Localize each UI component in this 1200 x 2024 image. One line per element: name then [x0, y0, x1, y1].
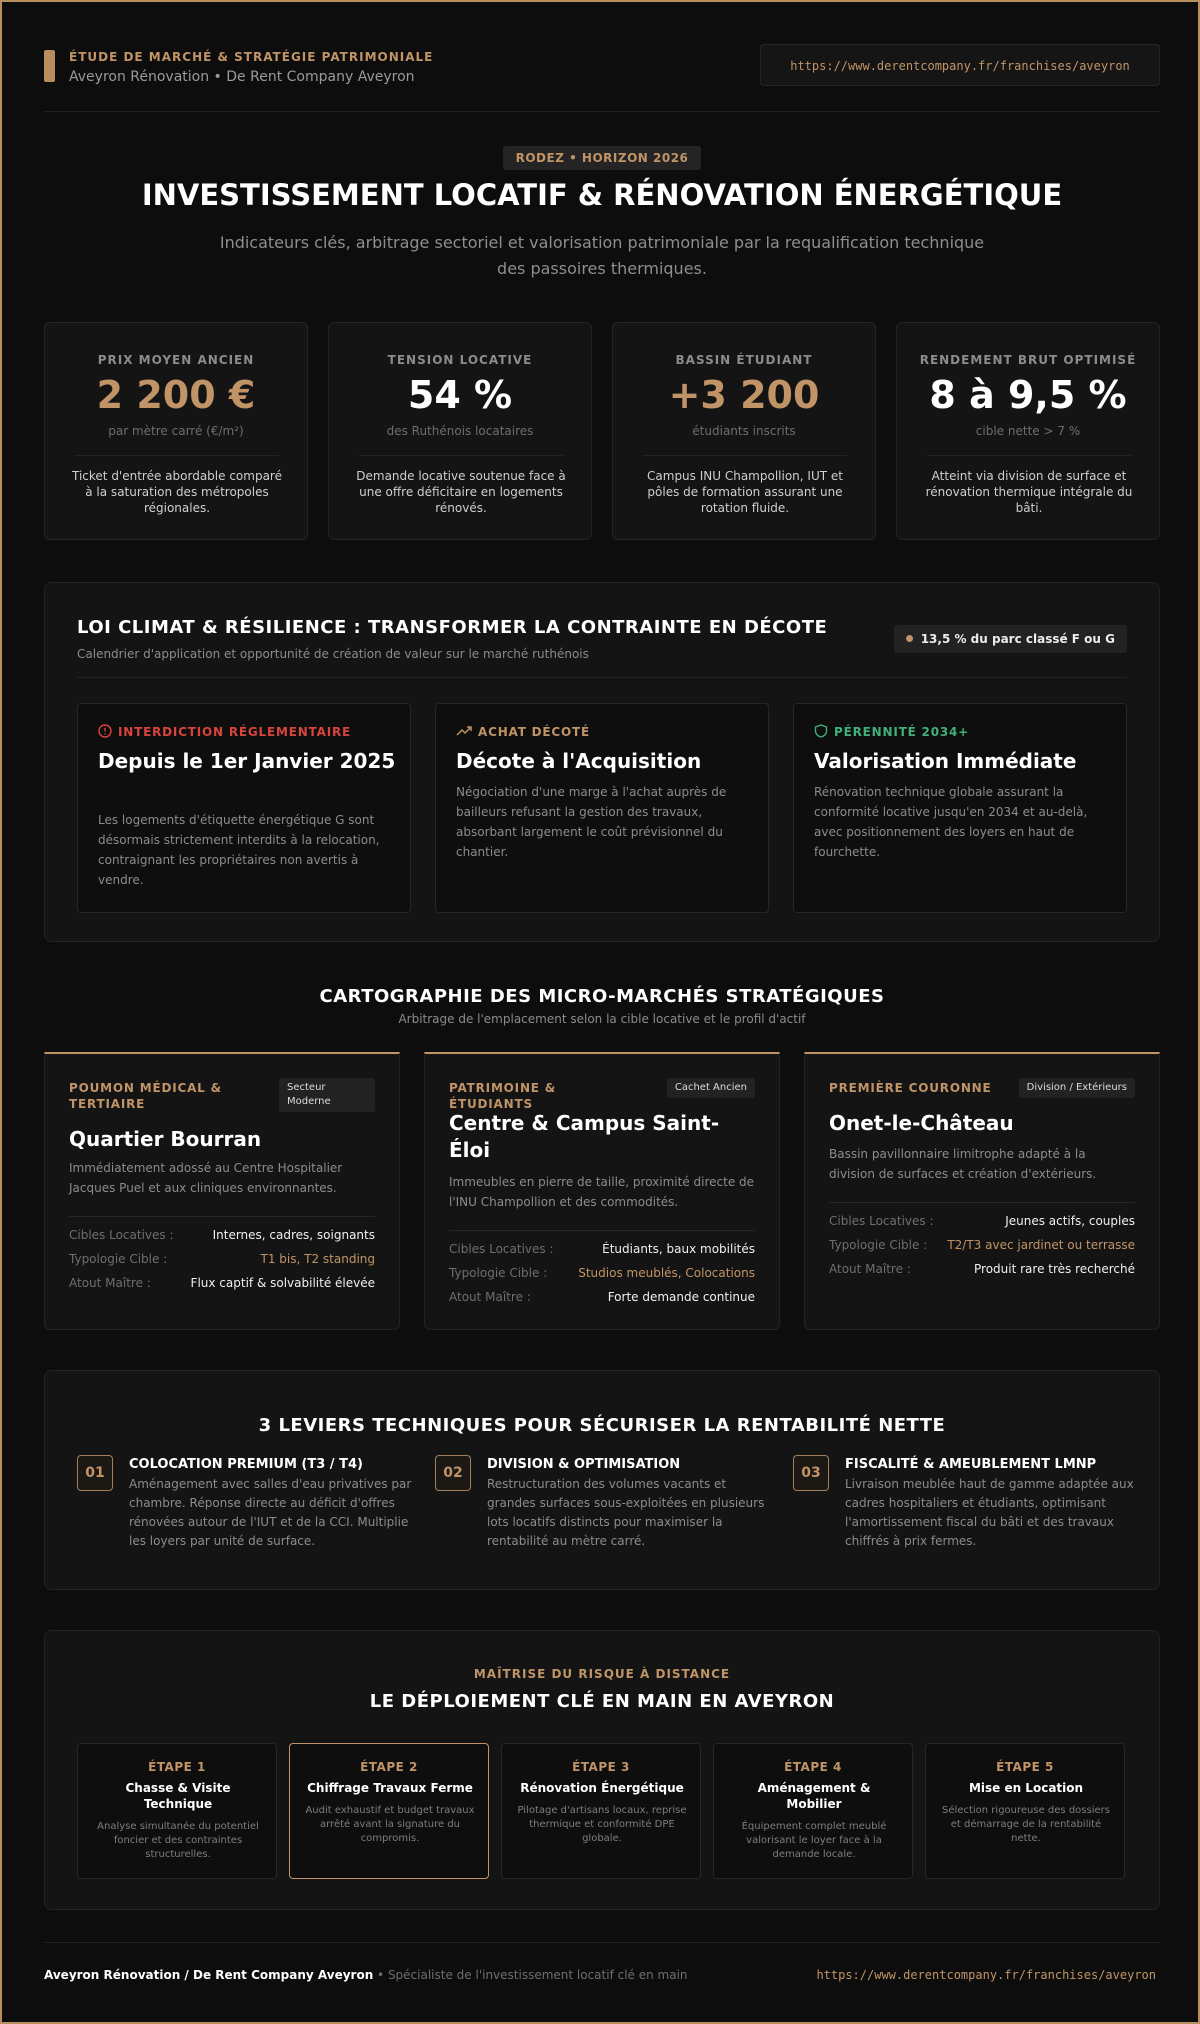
footer-url-link[interactable]: https://www.derentcompany.fr/franchises/aveyron	[816, 1968, 1156, 1982]
kpi-card-prix	[44, 322, 308, 540]
step-number: ÉTAPE 5	[996, 1760, 1054, 1774]
divider	[829, 1202, 1135, 1203]
kpi-unit: cible nette > 7 %	[975, 424, 1081, 438]
step-card-5	[925, 1743, 1125, 1879]
loi-climat-section	[44, 582, 1160, 942]
loi-card-achat	[435, 703, 769, 913]
section-title: LE DÉPLOIEMENT CLÉ EN MAIN EN AVEYRON	[369, 1691, 835, 1712]
kpi-description: Demande locative soutenue face à une offre déficitaire en logements rénovés.	[356, 469, 566, 515]
step-description: Équipement complet meublé valorisant le loyer face à la demande locale.	[741, 1821, 887, 1860]
section-title: 3 LEVIERS TECHNIQUES POUR SÉCURISER LA RENTABILITÉ NETTE	[258, 1415, 946, 1436]
step-description: Pilotage d'artisans locaux, reprise thermique et conformité DPE globale.	[517, 1805, 687, 1844]
card-kicker: POUMON MÉDICAL & TERTIAIRE	[69, 1081, 222, 1111]
section-title: CARTOGRAPHIE DES MICRO-MARCHÉS STRATÉGIQUES	[319, 986, 885, 1007]
lever-number: 02	[435, 1455, 471, 1491]
deploiement-section	[44, 1630, 1160, 1910]
step-title: Chasse & Visite Technique	[125, 1781, 231, 1811]
badge-label: 13,5 % du parc classé F ou G	[920, 632, 1115, 646]
row-value: Internes, cadres, soignants	[212, 1228, 375, 1242]
lever-title: FISCALITÉ & AMEUBLEMENT LMNP	[845, 1457, 1097, 1472]
row-label: Cibles Locatives :	[829, 1214, 934, 1228]
kpi-label: TENSION LOCATIVE	[387, 353, 533, 367]
detail-row	[829, 1238, 1135, 1258]
sector-chip: Cachet Ancien	[667, 1078, 755, 1098]
loi-card-perennite	[793, 703, 1127, 913]
page-header	[44, 44, 1160, 112]
card-description: Bassin pavillonnaire limitrophe adapté à la division de surfaces et création d'extérieurs.	[829, 1147, 1097, 1181]
divider	[77, 677, 1127, 678]
lever-item	[435, 1455, 775, 1575]
footer-brand	[44, 1968, 688, 1982]
kpi-divider	[927, 455, 1131, 456]
kpi-unit: par mètre carré (€/m²)	[108, 424, 244, 438]
detail-row	[449, 1266, 755, 1286]
detail-row	[69, 1276, 375, 1296]
card-description: Immeubles en pierre de taille, proximité directe de l'INU Champollion et des commodités.	[449, 1175, 755, 1209]
status-badge	[894, 625, 1127, 653]
card-description: Rénovation technique globale assurant la conformité locative jusqu'en 2034 et au-delà, avec positionnement des loyers en haut de fourchette.	[814, 785, 1088, 859]
row-value: T2/T3 avec jardinet ou terrasse	[947, 1238, 1135, 1252]
card-kicker-label: INTERDICTION RÉGLEMENTAIRE	[118, 725, 351, 739]
card-title: Décote à l'Acquisition	[456, 749, 702, 773]
card-description: Les logements d'étiquette énergétique G sont désormais strictement interdits à la relocation, contraignant les propriétaires non avertis à vendre.	[98, 813, 380, 887]
page-title: INVESTISSEMENT LOCATIF & RÉNOVATION ÉNERGÉTIQUE	[141, 178, 1063, 212]
row-label: Atout Maître :	[449, 1290, 531, 1304]
step-card-3	[501, 1743, 701, 1879]
card-kicker: PREMIÈRE COURONNE	[829, 1081, 992, 1095]
card-kicker-label: ACHAT DÉCOTÉ	[478, 725, 591, 739]
card-title: Centre & Campus Saint-Éloi	[449, 1111, 720, 1162]
sector-chip: Division / Extérieurs	[1019, 1078, 1135, 1098]
loi-card-interdiction	[77, 703, 411, 913]
lever-description: Restructuration des volumes vacants et grandes surfaces sous-exploitées en plusieurs lots locatifs distincts pour maximiser la rentabilité au mètre carré.	[487, 1477, 765, 1548]
footer-brand-name: Aveyron Rénovation / De Rent Company Aveyron	[44, 1968, 374, 1982]
kpi-divider	[75, 455, 279, 456]
divider	[449, 1230, 755, 1231]
kpi-label: PRIX MOYEN ANCIEN	[97, 353, 255, 367]
step-title: Mise en Location	[968, 1781, 1084, 1795]
row-label: Cibles Locatives :	[69, 1228, 174, 1242]
brand-bar	[44, 50, 55, 82]
section-subtitle: Calendrier d'application et opportunité de création de valeur sur le marché ruthénois	[77, 647, 589, 661]
card-kicker-label: PÉRENNITÉ 2034+	[834, 725, 969, 739]
row-label: Typologie Cible :	[69, 1252, 168, 1266]
step-number: ÉTAPE 4	[784, 1760, 842, 1774]
lever-number: 01	[77, 1455, 113, 1491]
kpi-label: RENDEMENT BRUT OPTIMISÉ	[919, 353, 1137, 367]
lever-description: Aménagement avec salles d'eau privatives par chambre. Réponse directe au déficit d'offres rénovées autour de l'IUT et de la CCI. Multiplie les loyers par unité de surface.	[129, 1477, 412, 1548]
detail-row	[829, 1214, 1135, 1234]
row-label: Atout Maître :	[829, 1262, 911, 1276]
lever-title: COLOCATION PREMIUM (T3 / T4)	[129, 1457, 363, 1472]
row-value: Produit rare très recherché	[974, 1262, 1135, 1276]
card-description: Négociation d'une marge à l'achat auprès de bailleurs refusant la gestion des travaux, absorbant largement le coût prévisionnel du chantier.	[456, 785, 727, 859]
leviers-section	[44, 1370, 1160, 1590]
lever-item	[77, 1455, 417, 1575]
sector-chip: Secteur Moderne	[279, 1078, 375, 1112]
divider	[69, 1216, 375, 1217]
header-url-link[interactable]: https://www.derentcompany.fr/franchises/aveyron	[760, 44, 1160, 86]
kpi-description: Atteint via division de surface et rénovation thermique intégrale du bâti.	[925, 469, 1133, 515]
step-number: ÉTAPE 2	[360, 1760, 418, 1774]
header-kicker: ÉTUDE DE MARCHÉ & STRATÉGIE PATRIMONIALE	[69, 50, 434, 64]
kpi-unit: des Ruthénois locataires	[386, 424, 534, 438]
kpi-card-tension	[328, 322, 592, 540]
card-kicker	[814, 724, 969, 739]
step-title: Rénovation Énergétique	[520, 1781, 684, 1795]
kpi-divider	[643, 455, 847, 456]
detail-row	[829, 1262, 1135, 1282]
trend-up-icon	[456, 724, 472, 738]
hero-tag: RODEZ • HORIZON 2026	[503, 146, 701, 170]
card-title: Quartier Bourran	[69, 1127, 262, 1151]
step-title: Chiffrage Travaux Ferme	[307, 1781, 473, 1795]
step-card-1	[77, 1743, 277, 1879]
shield-icon	[814, 724, 828, 738]
alert-circle-icon	[98, 724, 112, 738]
row-label: Atout Maître :	[69, 1276, 151, 1290]
row-value: Jeunes actifs, couples	[1005, 1214, 1135, 1228]
step-description: Audit exhaustif et budget travaux arrêté avant la signature du compromis.	[305, 1805, 475, 1844]
dot-icon	[906, 635, 913, 642]
card-description: Immédiatement adossé au Centre Hospitalier Jacques Puel et aux cliniques environnantes.	[69, 1161, 343, 1195]
kpi-value: +3 200	[668, 373, 820, 417]
row-label: Typologie Cible :	[449, 1266, 548, 1280]
footer-tagline: • Spécialiste de l'investissement locatif clé en main	[373, 1968, 688, 1982]
card-kicker	[456, 724, 590, 739]
kpi-description: Campus INU Champollion, IUT et pôles de formation assurant une rotation fluide.	[647, 469, 843, 515]
step-number: ÉTAPE 3	[572, 1760, 630, 1774]
card-kicker: PATRIMOINE & ÉTUDIANTS	[449, 1081, 557, 1111]
header-subtitle: Aveyron Rénovation • De Rent Company Aveyron	[69, 69, 415, 85]
row-label: Cibles Locatives :	[449, 1242, 554, 1256]
kpi-value: 8 à 9,5 %	[929, 373, 1127, 417]
lever-item	[793, 1455, 1133, 1575]
market-card-onet	[804, 1052, 1160, 1330]
kpi-description: Ticket d'entrée abordable comparé à la saturation des métropoles régionales.	[72, 469, 282, 515]
footer-divider	[44, 1942, 1160, 1943]
step-description: Analyse simultanée du potentiel foncier et des contraintes structurelles.	[97, 1821, 259, 1860]
section-subtitle: Arbitrage de l'emplacement selon la cible locative et le profil d'actif	[398, 1012, 806, 1026]
market-card-centre	[424, 1052, 780, 1330]
kpi-card-rendement	[896, 322, 1160, 540]
detail-row	[69, 1228, 375, 1248]
step-card-2	[289, 1743, 489, 1879]
section-title: LOI CLIMAT & RÉSILIENCE : TRANSFORMER LA CONTRAINTE EN DÉCOTE	[77, 617, 828, 638]
step-title: Aménagement & Mobilier	[757, 1781, 871, 1811]
hero-subtitle: Indicateurs clés, arbitrage sectoriel et valorisation patrimoniale par la requalification technique des passoires thermiques.	[219, 233, 985, 278]
kpi-card-etudiant	[612, 322, 876, 540]
kpi-value: 2 200 €	[96, 373, 256, 417]
card-title: Valorisation Immédiate	[814, 749, 1077, 773]
kpi-divider	[359, 455, 563, 456]
row-label: Typologie Cible :	[829, 1238, 928, 1252]
row-value: Flux captif & solvabilité élevée	[190, 1276, 375, 1290]
detail-row	[69, 1252, 375, 1272]
kpi-label: BASSIN ÉTUDIANT	[675, 353, 813, 367]
detail-row	[449, 1242, 755, 1262]
section-kicker: MAÎTRISE DU RISQUE À DISTANCE	[473, 1667, 731, 1681]
card-title: Depuis le 1er Janvier 2025	[98, 749, 396, 773]
step-card-4	[713, 1743, 913, 1879]
lever-title: DIVISION & OPTIMISATION	[487, 1457, 681, 1472]
row-value: T1 bis, T2 standing	[260, 1252, 375, 1266]
lever-description: Livraison meublée haut de gamme adaptée aux cadres hospitaliers et étudiants, optimisant l'amortissement fiscal du bâti et des travaux chiffrés à prix fermes.	[845, 1477, 1134, 1548]
card-kicker	[98, 724, 351, 739]
market-card-bourran	[44, 1052, 400, 1330]
lever-number: 03	[793, 1455, 829, 1491]
step-number: ÉTAPE 1	[148, 1760, 206, 1774]
kpi-value: 54 %	[407, 373, 513, 417]
row-value: Étudiants, baux mobilités	[602, 1242, 755, 1256]
card-title: Onet-le-Château	[829, 1111, 1014, 1135]
step-description: Sélection rigoureuse des dossiers et démarrage de la rentabilité nette.	[942, 1805, 1110, 1844]
row-value: Forte demande continue	[607, 1290, 755, 1304]
detail-row	[449, 1290, 755, 1310]
row-value: Studios meublés, Colocations	[578, 1266, 755, 1280]
kpi-unit: étudiants inscrits	[692, 424, 796, 438]
